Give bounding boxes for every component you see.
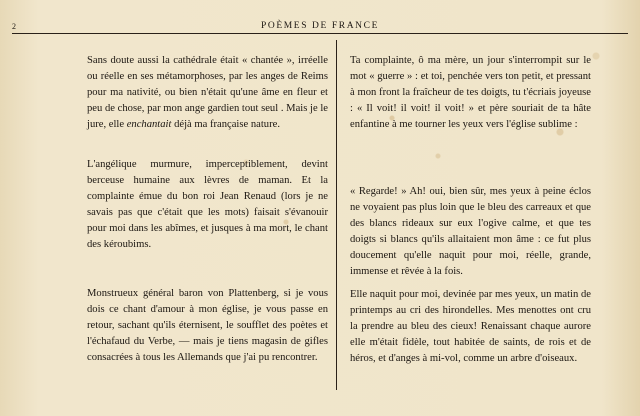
paragraph-text: Sans doute aussi la cathédrale était « chantée », irréelle ou réelle en ses métamorphoses, par les anges de Reims pour ma nativité, ou bien n'était qu'une âme en fleur et peu de chose, par mon ange gardien tout seul . Mais je le jure, elle [87, 55, 328, 130]
paragraph-elle-naquit: Elle naquit pour moi, devinée par mes yeux, un matin de printemps au cri des hirondelles. Mes menottes ont cru la prendre au bleu des cieux! Renaissant chaque aurore elle m'était fidèle, tout habitée de saints, de rois et de héros, et d'anges à mi-vol, comme un arbre d'oiseaux. [350, 289, 591, 364]
header-rule [12, 33, 628, 34]
paragraph-plattenberg: Monstrueux général baron von Plattenberg, si je vous dois ce chant d'amour à mon église, je vous passe en retour, sachant qu'ils éternisent, le soufflet des poètes et l'échafaud du Verbe, — mais je tiens magasin de gifles consacrées à tous les Allemands que j'ai pu rencontrer. [87, 288, 328, 363]
paragraph-text: déjà ma française nature. [171, 118, 280, 130]
paragraph-cathedral [87, 53, 328, 133]
emphasized-word: enchantait [126, 118, 172, 130]
paragraph-complainte: Ta complainte, ô ma mère, un jour s'interrompit sur le mot « guerre » : et toi, penchée vers ton petit, et pressant à mon front la fraîcheur de tes doigts, tu t'écriais joyeuse : « Il voit! il voit! il voit! » et père souriait de ta hâte enfantine à me tourner les yeux vers l'église sublime : [350, 55, 591, 130]
column-divider [336, 40, 337, 390]
paragraph-regarde: « Regarde! » Ah! oui, bien sûr, mes yeux à peine éclos ne voyaient pas plus loin que le bleu des carreaux et que des blancs rideaux sur eux l'ogive calme, et que tes doigts si blancs qu'ils allaitaient mon âme : ce fut plus doucement qu'elle naquit pour moi, réelle, grande, immense et rêvée à la fois. [350, 186, 591, 277]
page-number: 2 [12, 22, 17, 31]
running-title: POÈMES DE FRANCE [261, 21, 379, 31]
paragraph-angelic-murmur: L'angélique murmure, imperceptiblement, devint berceuse humaine aux lèvres de maman. Et la complainte émue du bon roi Jean Renaud (lors je ne savais pas que c'était que les mots) faisait s'évanouir pour moi dans les abîmes, et jusques à ma mort, le chant des kéroubims. [87, 159, 328, 250]
